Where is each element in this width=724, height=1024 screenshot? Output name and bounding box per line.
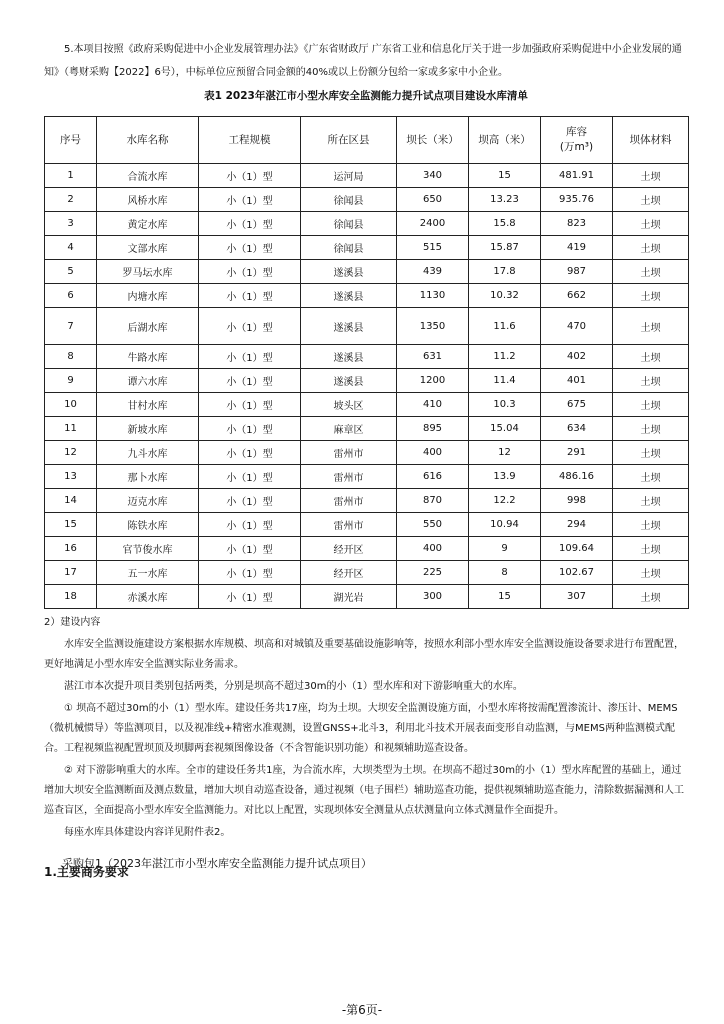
cell-name: 那卜水库	[97, 465, 199, 489]
cell-capacity: 662	[541, 284, 613, 308]
cell-name: 后湖水库	[97, 308, 199, 345]
cell-name: 黄定水库	[97, 212, 199, 236]
cell-name: 九斗水库	[97, 441, 199, 465]
table-row	[45, 441, 689, 465]
cell-dam-length: 340	[397, 164, 469, 188]
cell-dam-length: 2400	[397, 212, 469, 236]
col-header-name: 水库名称	[97, 117, 199, 164]
cell-scale: 小（1）型	[199, 236, 301, 260]
cell-district: 徐闻县	[301, 236, 397, 260]
table-row	[45, 188, 689, 212]
table-row	[45, 260, 689, 284]
cell-dam-length: 616	[397, 465, 469, 489]
cell-dam-length: 515	[397, 236, 469, 260]
table-row	[45, 345, 689, 369]
table-row	[45, 585, 689, 609]
business-requirements-heading: 1.主要商务要求	[44, 865, 129, 879]
page-number: -第6页-	[341, 1003, 383, 1017]
table-row	[45, 393, 689, 417]
cell-name: 风桥水库	[97, 188, 199, 212]
cell-dam-height: 13.9	[469, 465, 541, 489]
cell-dam-height: 13.23	[469, 188, 541, 212]
cell-scale: 小（1）型	[199, 345, 301, 369]
table-row	[45, 561, 689, 585]
cell-index: 13	[45, 465, 97, 489]
construction-paragraph-2: 湛江市本次提升项目类别包括两类，分别是坝高不超过30m的小（1）型水库和对下游影响重大的水库。	[64, 681, 523, 692]
cell-scale: 小（1）型	[199, 465, 301, 489]
cell-district: 遂溪县	[301, 345, 397, 369]
cell-district: 遂溪县	[301, 308, 397, 345]
cell-capacity: 419	[541, 236, 613, 260]
cell-index: 14	[45, 489, 97, 513]
cell-dam-height: 10.32	[469, 284, 541, 308]
cell-capacity: 401	[541, 369, 613, 393]
cell-dam-height: 8	[469, 561, 541, 585]
cell-capacity: 998	[541, 489, 613, 513]
cell-material: 土坝	[613, 513, 689, 537]
col-header-capacity	[541, 117, 613, 164]
cell-index: 12	[45, 441, 97, 465]
cell-district: 麻章区	[301, 417, 397, 441]
cell-dam-length: 550	[397, 513, 469, 537]
cell-district: 湖光岩	[301, 585, 397, 609]
cell-name: 谭六水库	[97, 369, 199, 393]
cell-scale: 小（1）型	[199, 585, 301, 609]
cell-material: 土坝	[613, 537, 689, 561]
cell-index: 18	[45, 585, 97, 609]
cell-capacity: 634	[541, 417, 613, 441]
cell-dam-length: 1350	[397, 308, 469, 345]
cell-name: 新坡水库	[97, 417, 199, 441]
cell-dam-height: 17.8	[469, 260, 541, 284]
cell-index: 1	[45, 164, 97, 188]
col-header-material: 坝体材料	[613, 117, 689, 164]
cell-scale: 小（1）型	[199, 188, 301, 212]
cell-dam-length: 1200	[397, 369, 469, 393]
cell-material: 土坝	[613, 284, 689, 308]
construction-paragraph-4: ② 对下游影响重大的水库。全市的建设任务共1座，为合流水库，大坝类型为土坝。在坝高不超过30m的小（1）型水库配置的基础上，通过增加大坝安全监测断面及测点数量，增加大坝自动巡查设备，通过视频（电子围栏）辅助巡查功能，提供视频辅助巡查能力，清除数据漏测和人工巡查盲区，全面提高小型水库安全监测能力。对比以上配置，实现坝体安全测量从点状测量向立体式测量作全面提升。	[44, 765, 684, 816]
cell-capacity: 102.67	[541, 561, 613, 585]
table-caption: 表1 2023年湛江市小型水库安全监测能力提升试点项目建设水库清单	[204, 90, 528, 102]
col-header-dam-length: 坝长（米）	[397, 117, 469, 164]
cell-index: 15	[45, 513, 97, 537]
cell-capacity: 486.16	[541, 465, 613, 489]
cell-scale: 小（1）型	[199, 441, 301, 465]
cell-name: 文部水库	[97, 236, 199, 260]
cell-index: 3	[45, 212, 97, 236]
cell-name: 迈克水库	[97, 489, 199, 513]
cell-index: 8	[45, 345, 97, 369]
table-row	[45, 513, 689, 537]
cell-name: 甘村水库	[97, 393, 199, 417]
cell-name: 官节俊水库	[97, 537, 199, 561]
cell-district: 遂溪县	[301, 284, 397, 308]
cell-capacity: 109.64	[541, 537, 613, 561]
cell-material: 土坝	[613, 212, 689, 236]
cell-name: 赤溪水库	[97, 585, 199, 609]
cell-dam-length: 631	[397, 345, 469, 369]
table-row	[45, 284, 689, 308]
table-row	[45, 308, 689, 345]
cell-index: 9	[45, 369, 97, 393]
cell-material: 土坝	[613, 489, 689, 513]
table-row	[45, 164, 689, 188]
cell-district: 徐闻县	[301, 188, 397, 212]
cell-index: 17	[45, 561, 97, 585]
cell-material: 土坝	[613, 585, 689, 609]
col-header-dam-height: 坝高（米）	[469, 117, 541, 164]
cell-index: 5	[45, 260, 97, 284]
cell-district: 遂溪县	[301, 260, 397, 284]
cell-dam-height: 12	[469, 441, 541, 465]
cell-dam-length: 400	[397, 537, 469, 561]
cell-capacity: 987	[541, 260, 613, 284]
cell-dam-length: 410	[397, 393, 469, 417]
cell-name: 内塘水库	[97, 284, 199, 308]
cell-district: 雷州市	[301, 465, 397, 489]
cell-capacity: 402	[541, 345, 613, 369]
construction-paragraph-5: 每座水库具体建设内容详见附件表2。	[64, 827, 231, 838]
cell-index: 10	[45, 393, 97, 417]
cell-material: 土坝	[613, 308, 689, 345]
cell-district: 运河局	[301, 164, 397, 188]
col-header-scale: 工程规模	[199, 117, 301, 164]
cell-capacity: 935.76	[541, 188, 613, 212]
cell-index: 7	[45, 308, 97, 345]
cell-dam-height: 15.04	[469, 417, 541, 441]
cell-capacity: 823	[541, 212, 613, 236]
cell-material: 土坝	[613, 236, 689, 260]
cell-capacity: 294	[541, 513, 613, 537]
cell-name: 陈铁水库	[97, 513, 199, 537]
cell-district: 雷州市	[301, 489, 397, 513]
cell-material: 土坝	[613, 260, 689, 284]
table-row	[45, 465, 689, 489]
cell-dam-length: 895	[397, 417, 469, 441]
col-header-district: 所在区县	[301, 117, 397, 164]
cell-dam-height: 15.8	[469, 212, 541, 236]
cell-capacity: 307	[541, 585, 613, 609]
construction-paragraph-1: 水库安全监测设施建设方案根据水库规模、坝高和对城镇及重要基础设施影响等，按照水利部小型水库安全监测设施设备要求进行布置配置，更好地满足小型水库安全监测实际业务需求。	[44, 639, 684, 670]
capacity-header-line1: 库容	[566, 126, 587, 138]
procurement-package-title: 采购包1（2023年湛江市小型水库安全监测能力提升试点项目）	[62, 857, 372, 870]
cell-capacity: 675	[541, 393, 613, 417]
cell-scale: 小（1）型	[199, 513, 301, 537]
cell-dam-height: 15.87	[469, 236, 541, 260]
cell-scale: 小（1）型	[199, 164, 301, 188]
cell-dam-height: 10.94	[469, 513, 541, 537]
table-row	[45, 489, 689, 513]
cell-district: 徐闻县	[301, 212, 397, 236]
cell-index: 4	[45, 236, 97, 260]
cell-name: 合流水库	[97, 164, 199, 188]
cell-name: 牛路水库	[97, 345, 199, 369]
cell-dam-length: 400	[397, 441, 469, 465]
cell-capacity: 291	[541, 441, 613, 465]
cell-dam-height: 15	[469, 585, 541, 609]
cell-dam-height: 12.2	[469, 489, 541, 513]
cell-scale: 小（1）型	[199, 537, 301, 561]
cell-dam-length: 870	[397, 489, 469, 513]
cell-scale: 小（1）型	[199, 308, 301, 345]
cell-index: 11	[45, 417, 97, 441]
cell-district: 经开区	[301, 561, 397, 585]
cell-district: 雷州市	[301, 513, 397, 537]
cell-index: 6	[45, 284, 97, 308]
cell-material: 土坝	[613, 164, 689, 188]
cell-material: 土坝	[613, 561, 689, 585]
cell-scale: 小（1）型	[199, 284, 301, 308]
cell-dam-height: 15	[469, 164, 541, 188]
cell-material: 土坝	[613, 465, 689, 489]
cell-capacity: 470	[541, 308, 613, 345]
intro-paragraph: 5.本项目按照《政府采购促进中小企业发展管理办法》《广东省财政厅 广东省工业和信息化厅关于进一步加强政府采购促进中小企业发展的通知》（粤财采购【2022】6号），中标单位应预留合同金额的40%或以上份额分包给一家或多家中小企业。	[44, 44, 682, 78]
cell-material: 土坝	[613, 393, 689, 417]
cell-name: 罗马坛水库	[97, 260, 199, 284]
cell-capacity: 481.91	[541, 164, 613, 188]
cell-district: 坡头区	[301, 393, 397, 417]
cell-scale: 小（1）型	[199, 561, 301, 585]
cell-material: 土坝	[613, 188, 689, 212]
cell-dam-height: 9	[469, 537, 541, 561]
cell-district: 雷州市	[301, 441, 397, 465]
cell-material: 土坝	[613, 441, 689, 465]
cell-dam-height: 11.2	[469, 345, 541, 369]
cell-district: 经开区	[301, 537, 397, 561]
cell-scale: 小（1）型	[199, 393, 301, 417]
cell-dam-height: 10.3	[469, 393, 541, 417]
cell-name: 五一水库	[97, 561, 199, 585]
cell-scale: 小（1）型	[199, 417, 301, 441]
construction-section-label: 2）建设内容	[44, 617, 101, 628]
cell-index: 16	[45, 537, 97, 561]
cell-dam-length: 225	[397, 561, 469, 585]
cell-dam-length: 439	[397, 260, 469, 284]
col-header-index: 序号	[45, 117, 97, 164]
cell-scale: 小（1）型	[199, 369, 301, 393]
table-header-row	[45, 117, 689, 164]
table-row	[45, 212, 689, 236]
cell-scale: 小（1）型	[199, 260, 301, 284]
table-row	[45, 537, 689, 561]
cell-dam-length: 1130	[397, 284, 469, 308]
cell-dam-height: 11.4	[469, 369, 541, 393]
cell-material: 土坝	[613, 417, 689, 441]
cell-dam-height: 11.6	[469, 308, 541, 345]
cell-district: 遂溪县	[301, 369, 397, 393]
cell-index: 2	[45, 188, 97, 212]
cell-dam-length: 650	[397, 188, 469, 212]
table-row	[45, 417, 689, 441]
cell-dam-length: 300	[397, 585, 469, 609]
table-row	[45, 369, 689, 393]
cell-material: 土坝	[613, 345, 689, 369]
capacity-header-line2: (万m³)	[559, 141, 594, 153]
reservoir-table	[44, 116, 689, 609]
construction-paragraph-3: ① 坝高不超过30m的小（1）型水库。建设任务共17座，均为土坝。大坝安全监测设施方面，小型水库将按需配置渗流计、渗压计、MEMS（微机械惯导）等监测项目，以及视准线+精密水准观测，设置GNSS+北斗3，利用北斗技术开展表面变形自动监测，与MEMS两种监测模式配合。工程视频监视配置坝顶及坝脚两套视频图像设备（不含智能识别功能）和视频辅助巡查设备。	[44, 703, 678, 754]
cell-scale: 小（1）型	[199, 489, 301, 513]
cell-scale: 小（1）型	[199, 212, 301, 236]
table-row	[45, 236, 689, 260]
cell-material: 土坝	[613, 369, 689, 393]
